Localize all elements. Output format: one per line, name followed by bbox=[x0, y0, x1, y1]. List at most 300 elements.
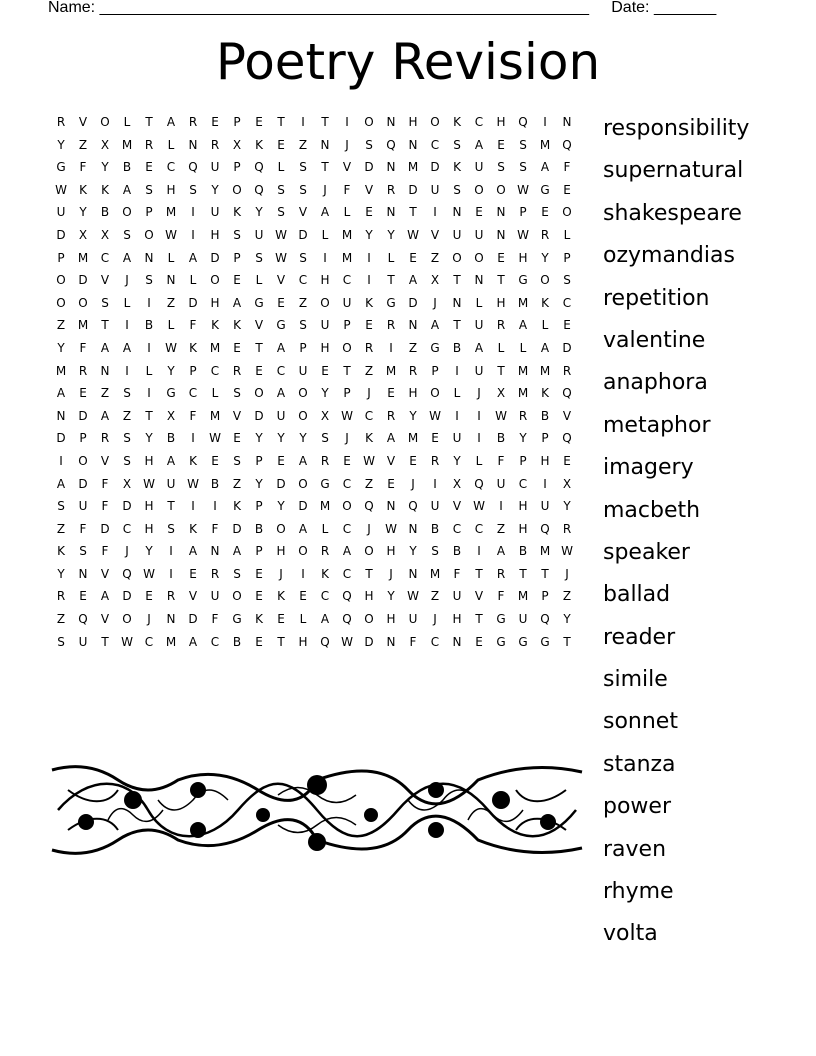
grid-letter: Q bbox=[540, 612, 550, 627]
grid-letter: W bbox=[385, 521, 397, 536]
grid-letter: P bbox=[299, 340, 307, 355]
grid-letter: A bbox=[188, 250, 198, 265]
grid-letter: A bbox=[408, 273, 418, 288]
grid-letter: W bbox=[143, 566, 155, 581]
grid-letter: U bbox=[56, 205, 66, 220]
grid-letter: L bbox=[497, 340, 505, 355]
grid-letter: Y bbox=[57, 566, 65, 581]
grid-letter: Y bbox=[255, 431, 263, 446]
grid-letter: D bbox=[298, 227, 308, 242]
grid-letter: A bbox=[474, 137, 484, 152]
grid-letter: W bbox=[407, 589, 419, 604]
grid-letter: D bbox=[254, 408, 264, 423]
grid-letter: J bbox=[323, 182, 327, 197]
grid-letter: A bbox=[386, 431, 396, 446]
grid-letter: O bbox=[342, 340, 352, 355]
grid-letter: K bbox=[321, 566, 329, 581]
grid-letter: R bbox=[430, 453, 440, 468]
grid-letter: S bbox=[145, 273, 153, 288]
grid-letter: G bbox=[166, 386, 176, 401]
grid-letter: P bbox=[431, 363, 439, 378]
grid-letter: T bbox=[409, 205, 417, 220]
grid-letter: P bbox=[541, 431, 549, 446]
grid-letter: H bbox=[386, 544, 396, 559]
grid-letter: P bbox=[519, 453, 527, 468]
grid-letter: A bbox=[342, 544, 352, 559]
grid-letter: G bbox=[232, 612, 242, 627]
grid-letter: M bbox=[209, 340, 221, 355]
grid-letter: D bbox=[100, 521, 110, 536]
grid-letter: W bbox=[473, 499, 485, 514]
grid-letter: M bbox=[517, 386, 529, 401]
grid-letter: E bbox=[563, 182, 571, 197]
word-list-item: rhyme bbox=[603, 879, 674, 905]
grid-letter: Q bbox=[122, 566, 132, 581]
grid-letter: C bbox=[342, 521, 352, 536]
grid-letter: F bbox=[79, 521, 87, 536]
grid-letter: R bbox=[496, 566, 506, 581]
grid-letter: A bbox=[276, 340, 286, 355]
grid-letter: C bbox=[474, 115, 484, 129]
grid-letter: U bbox=[276, 408, 286, 423]
grid-letter: W bbox=[209, 431, 221, 446]
grid-letter: E bbox=[255, 566, 263, 581]
grid-letter: T bbox=[365, 566, 373, 581]
word-list-item: imagery bbox=[603, 455, 694, 481]
grid-letter: F bbox=[343, 182, 351, 197]
grid-letter: H bbox=[320, 340, 330, 355]
grid-letter: S bbox=[101, 295, 109, 310]
grid-letter: K bbox=[189, 340, 197, 355]
grid-letter: T bbox=[343, 363, 351, 378]
grid-letter: K bbox=[211, 318, 219, 333]
grid-letter: B bbox=[518, 544, 528, 559]
grid-letter: E bbox=[541, 205, 549, 220]
name-line: _______________________________________________________ bbox=[99, 0, 589, 16]
grid-letter: W bbox=[341, 634, 353, 649]
grid-letter: L bbox=[123, 295, 131, 310]
grid-letter: R bbox=[56, 115, 66, 129]
grid-letter: S bbox=[519, 160, 527, 175]
grid-letter: D bbox=[364, 634, 374, 649]
word-list-item: metaphor bbox=[603, 412, 711, 438]
grid-letter: E bbox=[277, 295, 285, 310]
grid-letter: P bbox=[255, 544, 263, 559]
grid-letter: C bbox=[210, 363, 220, 378]
grid-letter: Z bbox=[364, 476, 374, 491]
word-list-item: valentine bbox=[603, 327, 706, 353]
grid-letter: N bbox=[100, 363, 110, 378]
grid-letter: Y bbox=[211, 182, 219, 197]
grid-letter: H bbox=[210, 227, 220, 242]
grid-letter: Z bbox=[166, 295, 176, 310]
grid-letter: H bbox=[518, 521, 528, 536]
grid-letter: L bbox=[299, 612, 307, 627]
grid-letter: M bbox=[121, 137, 133, 152]
grid-letter: A bbox=[122, 250, 132, 265]
grid-letter: J bbox=[411, 476, 415, 491]
grid-letter: F bbox=[497, 453, 505, 468]
grid-letter: L bbox=[453, 386, 461, 401]
grid-letter: E bbox=[475, 205, 483, 220]
grid-letter: X bbox=[122, 476, 132, 491]
grid-letter: O bbox=[56, 295, 66, 310]
grid-letter: Z bbox=[298, 137, 308, 152]
grid-letter: Y bbox=[57, 340, 65, 355]
grid-letter: H bbox=[540, 453, 550, 468]
grid-letter: H bbox=[496, 295, 506, 310]
word-list-item: simile bbox=[603, 667, 668, 693]
grid-letter: L bbox=[321, 521, 329, 536]
grid-letter: V bbox=[254, 318, 264, 333]
grid-letter: C bbox=[122, 521, 132, 536]
grid-letter: U bbox=[342, 295, 352, 310]
grid-letter: I bbox=[147, 340, 151, 355]
grid-letter: S bbox=[277, 205, 285, 220]
grid-letter: O bbox=[210, 273, 220, 288]
grid-letter: B bbox=[232, 634, 242, 649]
grid-letter: T bbox=[497, 363, 505, 378]
grid-letter: W bbox=[55, 182, 67, 197]
grid-letter: B bbox=[254, 521, 264, 536]
grid-letter: Q bbox=[562, 137, 572, 152]
grid-letter: R bbox=[232, 363, 242, 378]
grid-letter: V bbox=[298, 205, 308, 220]
grid-letter: G bbox=[540, 182, 550, 197]
grid-letter: A bbox=[166, 115, 176, 129]
grid-letter: W bbox=[341, 408, 353, 423]
grid-letter: Q bbox=[320, 634, 330, 649]
grid-letter: U bbox=[210, 205, 220, 220]
grid-letter: U bbox=[474, 318, 484, 333]
grid-letter: U bbox=[452, 589, 462, 604]
word-list-item: raven bbox=[603, 836, 667, 862]
grid-letter: B bbox=[100, 205, 110, 220]
grid-letter: A bbox=[122, 182, 132, 197]
grid-letter: T bbox=[475, 612, 483, 627]
grid-letter: W bbox=[495, 408, 507, 423]
grid-letter: U bbox=[320, 318, 330, 333]
grid-letter: R bbox=[364, 340, 374, 355]
date-line: _______ bbox=[653, 0, 717, 16]
grid-letter: M bbox=[209, 408, 221, 423]
grid-letter: S bbox=[365, 137, 373, 152]
grid-letter: J bbox=[389, 566, 393, 581]
grid-letter: B bbox=[210, 476, 220, 491]
grid-letter: G bbox=[56, 160, 66, 175]
grid-letter: K bbox=[101, 182, 109, 197]
grid-letter: Y bbox=[387, 589, 395, 604]
grid-letter: I bbox=[543, 476, 547, 491]
grid-letter: A bbox=[540, 160, 550, 175]
grid-letter: D bbox=[408, 295, 418, 310]
grid-letter: Z bbox=[56, 521, 66, 536]
grid-letter: G bbox=[496, 634, 506, 649]
grid-letter: A bbox=[166, 453, 176, 468]
grid-letter: G bbox=[518, 634, 528, 649]
grid-letter: I bbox=[125, 318, 129, 333]
grid-letter: C bbox=[364, 408, 374, 423]
grid-letter: S bbox=[563, 273, 571, 288]
grid-letter: C bbox=[452, 521, 462, 536]
grid-letter: A bbox=[100, 340, 110, 355]
grid-letter: O bbox=[452, 250, 462, 265]
grid-letter: N bbox=[210, 544, 220, 559]
grid-letter: Y bbox=[145, 544, 153, 559]
grid-letter: C bbox=[320, 589, 330, 604]
grid-letter: N bbox=[562, 115, 572, 129]
grid-letter: T bbox=[541, 566, 549, 581]
grid-letter: V bbox=[100, 566, 110, 581]
grid-letter: O bbox=[364, 544, 374, 559]
word-search-grid bbox=[50, 113, 578, 655]
grid-letter: X bbox=[562, 476, 572, 491]
grid-letter: G bbox=[276, 318, 286, 333]
grid-letter: A bbox=[320, 205, 330, 220]
grid-letter: D bbox=[188, 295, 198, 310]
grid-letter: A bbox=[56, 476, 66, 491]
grid-letter: J bbox=[433, 295, 437, 310]
grid-letter: O bbox=[364, 115, 374, 129]
grid-letter: L bbox=[167, 250, 175, 265]
grid-letter: M bbox=[319, 499, 331, 514]
grid-letter: B bbox=[166, 431, 176, 446]
grid-letter: X bbox=[78, 227, 88, 242]
grid-letter: Y bbox=[321, 386, 329, 401]
grid-letter: S bbox=[57, 634, 65, 649]
grid-letter: O bbox=[232, 182, 242, 197]
grid-letter: F bbox=[563, 160, 571, 175]
grid-letter: R bbox=[78, 363, 88, 378]
grid-letter: V bbox=[100, 612, 110, 627]
grid-letter: Q bbox=[364, 499, 374, 514]
grid-letter: T bbox=[519, 566, 527, 581]
grid-letter: L bbox=[277, 160, 285, 175]
grid-letter: N bbox=[188, 137, 198, 152]
grid-letter: O bbox=[298, 476, 308, 491]
grid-letter: S bbox=[299, 318, 307, 333]
grid-letter: E bbox=[255, 115, 263, 129]
grid-letter: H bbox=[166, 182, 176, 197]
grid-letter: C bbox=[188, 386, 198, 401]
grid-letter: H bbox=[298, 634, 308, 649]
word-list-item: repetition bbox=[603, 285, 710, 311]
grid-letter: N bbox=[78, 566, 88, 581]
grid-letter: H bbox=[320, 273, 330, 288]
grid-letter: F bbox=[189, 408, 197, 423]
grid-letter: K bbox=[541, 295, 549, 310]
grid-letter: G bbox=[540, 634, 550, 649]
grid-letter: I bbox=[147, 295, 151, 310]
grid-letter: K bbox=[189, 521, 197, 536]
grid-letter: R bbox=[408, 363, 418, 378]
grid-letter: F bbox=[211, 521, 219, 536]
grid-letter: Q bbox=[254, 182, 264, 197]
grid-letter: S bbox=[255, 250, 263, 265]
grid-letter: K bbox=[365, 295, 373, 310]
grid-letter: P bbox=[233, 160, 241, 175]
grid-letter: E bbox=[79, 589, 87, 604]
grid-letter: Y bbox=[453, 453, 461, 468]
grid-letter: N bbox=[408, 137, 418, 152]
grid-letter: A bbox=[122, 340, 132, 355]
grid-letter: D bbox=[78, 273, 88, 288]
grid-letter: L bbox=[343, 205, 351, 220]
grid-letter: F bbox=[453, 566, 461, 581]
grid-letter: M bbox=[77, 318, 89, 333]
grid-letter: A bbox=[518, 318, 528, 333]
grid-letter: U bbox=[452, 227, 462, 242]
grid-letter: P bbox=[519, 205, 527, 220]
grid-letter: V bbox=[430, 227, 440, 242]
grid-letter: P bbox=[79, 431, 87, 446]
grid-letter: Q bbox=[562, 386, 572, 401]
grid-letter: N bbox=[386, 205, 396, 220]
grid-letter: D bbox=[562, 340, 572, 355]
grid-letter: B bbox=[122, 160, 132, 175]
grid-letter: S bbox=[57, 499, 65, 514]
grid-letter: N bbox=[386, 115, 396, 129]
grid-letter: E bbox=[563, 453, 571, 468]
grid-letter: P bbox=[233, 115, 241, 129]
grid-letter: O bbox=[254, 386, 264, 401]
grid-letter: E bbox=[145, 160, 153, 175]
grid-letter: E bbox=[497, 250, 505, 265]
grid-letter: A bbox=[474, 340, 484, 355]
grid-letter: P bbox=[541, 589, 549, 604]
grid-letter: O bbox=[474, 250, 484, 265]
grid-letter: M bbox=[429, 566, 441, 581]
grid-letter: S bbox=[123, 431, 131, 446]
grid-letter: L bbox=[387, 250, 395, 265]
grid-letter: A bbox=[276, 386, 286, 401]
grid-letter: L bbox=[321, 227, 329, 242]
grid-letter: O bbox=[56, 273, 66, 288]
grid-letter: T bbox=[387, 273, 395, 288]
grid-letter: C bbox=[276, 363, 286, 378]
grid-letter: Y bbox=[387, 227, 395, 242]
grid-letter: N bbox=[452, 634, 462, 649]
grid-letter: U bbox=[254, 227, 264, 242]
grid-letter: I bbox=[477, 544, 481, 559]
grid-letter: Y bbox=[365, 227, 373, 242]
grid-letter: N bbox=[166, 612, 176, 627]
grid-letter: Q bbox=[342, 589, 352, 604]
grid-letter: O bbox=[78, 295, 88, 310]
grid-letter: B bbox=[430, 521, 440, 536]
grid-letter: H bbox=[408, 115, 418, 129]
grid-letter: V bbox=[100, 273, 110, 288]
grid-letter: L bbox=[123, 115, 131, 129]
grid-letter: C bbox=[342, 566, 352, 581]
grid-letter: E bbox=[255, 589, 263, 604]
grid-letter: R bbox=[386, 408, 396, 423]
grid-letter: R bbox=[210, 137, 220, 152]
grid-letter: A bbox=[540, 340, 550, 355]
grid-letter: P bbox=[189, 363, 197, 378]
grid-letter: W bbox=[275, 227, 287, 242]
grid-letter: Y bbox=[277, 431, 285, 446]
grid-letter: R bbox=[320, 453, 330, 468]
grid-letter: W bbox=[165, 227, 177, 242]
grid-letter: Q bbox=[254, 160, 264, 175]
grid-letter: S bbox=[277, 182, 285, 197]
grid-letter: T bbox=[475, 566, 483, 581]
grid-letter: O bbox=[320, 295, 330, 310]
grid-letter: R bbox=[518, 408, 528, 423]
grid-letter: T bbox=[167, 499, 175, 514]
grid-letter: A bbox=[298, 521, 308, 536]
grid-letter: J bbox=[279, 566, 283, 581]
grid-letter: S bbox=[233, 453, 241, 468]
grid-letter: N bbox=[408, 318, 418, 333]
grid-letter: H bbox=[144, 453, 154, 468]
grid-letter: L bbox=[475, 295, 483, 310]
grid-letter: I bbox=[433, 476, 437, 491]
grid-letter: N bbox=[56, 408, 66, 423]
grid-letter: Y bbox=[299, 431, 307, 446]
grid-letter: O bbox=[122, 205, 132, 220]
grid-letter: E bbox=[365, 205, 373, 220]
grid-letter: M bbox=[407, 160, 419, 175]
grid-letter: F bbox=[79, 340, 87, 355]
grid-letter: I bbox=[543, 115, 547, 129]
grid-letter: E bbox=[277, 453, 285, 468]
grid-letter: E bbox=[189, 566, 197, 581]
word-list-item: ballad bbox=[603, 582, 671, 608]
grid-letter: A bbox=[188, 544, 198, 559]
grid-letter: U bbox=[166, 476, 176, 491]
floral-ornament-banner bbox=[48, 760, 586, 860]
grid-letter: E bbox=[431, 431, 439, 446]
grid-letter: D bbox=[364, 160, 374, 175]
grid-letter: Y bbox=[409, 544, 417, 559]
grid-letter: A bbox=[320, 612, 330, 627]
grid-letter: I bbox=[169, 544, 173, 559]
grid-letter: R bbox=[56, 589, 66, 604]
grid-letter: R bbox=[540, 227, 550, 242]
word-list-item: shakespeare bbox=[603, 200, 742, 226]
grid-letter: X bbox=[166, 408, 176, 423]
grid-letter: O bbox=[276, 521, 286, 536]
grid-letter: E bbox=[255, 363, 263, 378]
grid-letter: A bbox=[100, 408, 110, 423]
grid-letter: O bbox=[232, 589, 242, 604]
page-title: Poetry Revision bbox=[215, 33, 601, 91]
word-list-item: speaker bbox=[603, 539, 690, 565]
grid-letter: H bbox=[276, 544, 286, 559]
grid-letter: Q bbox=[474, 476, 484, 491]
grid-letter: I bbox=[389, 340, 393, 355]
grid-letter: F bbox=[101, 476, 109, 491]
grid-letter: A bbox=[188, 634, 198, 649]
grid-letter: E bbox=[343, 453, 351, 468]
grid-letter: L bbox=[211, 386, 219, 401]
grid-letter: O bbox=[298, 386, 308, 401]
grid-letter: S bbox=[431, 544, 439, 559]
grid-letter: E bbox=[299, 589, 307, 604]
grid-letter: X bbox=[452, 476, 462, 491]
grid-letter: I bbox=[191, 431, 195, 446]
grid-letter: A bbox=[298, 453, 308, 468]
grid-letter: K bbox=[255, 137, 263, 152]
grid-letter: H bbox=[144, 521, 154, 536]
grid-letter: Q bbox=[78, 612, 88, 627]
grid-letter: Y bbox=[255, 205, 263, 220]
grid-letter: C bbox=[342, 476, 352, 491]
grid-letter: D bbox=[122, 499, 132, 514]
grid-letter: W bbox=[275, 250, 287, 265]
